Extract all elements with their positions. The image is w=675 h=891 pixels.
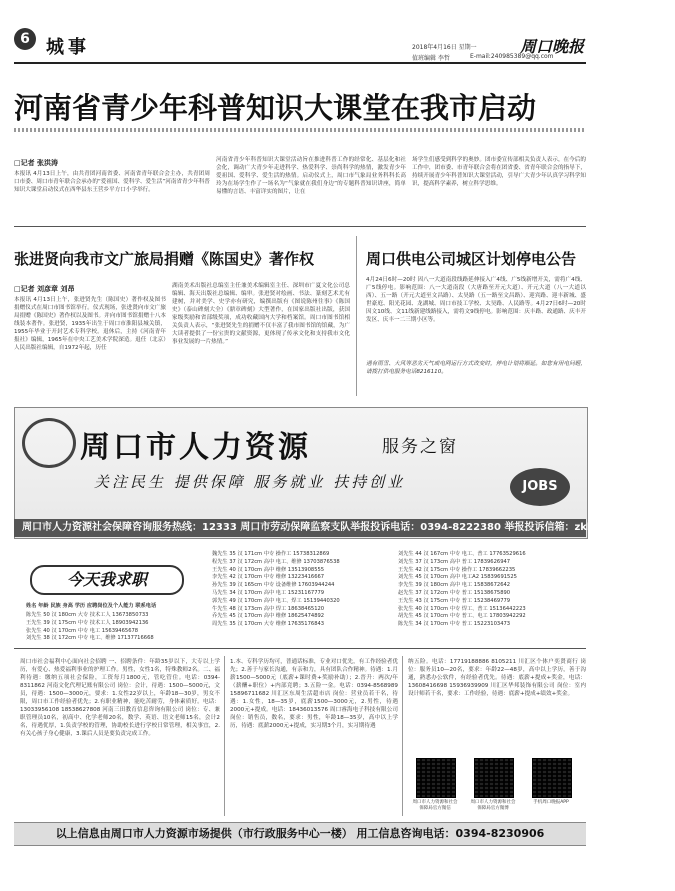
header-rule [14, 62, 586, 64]
table-row: 王先生 39 汉 175cm 中专 技术工人 18903942136 [26, 619, 149, 626]
editor-email: E-mail:240985389@qq.com [470, 53, 554, 60]
footer-banner: 以上信息由周口市人力资源市场提供（市行政服务中心一楼） 用工信息咨询电话：0394-8230906 [14, 822, 586, 846]
qr-label: 周口市人力资源和社会保障局官方微信 [412, 800, 458, 811]
job-table-right [398, 551, 586, 629]
table-row: 王先生 40 汉 170cm 高中 维修 13513908555 [212, 566, 325, 573]
qr-label: 手机周口晚报APP [533, 800, 569, 805]
ad-slogan: 关注民生 提供保障 服务就业 扶持创业 [94, 473, 406, 491]
jobs-col-3: 纳五险。电话：17719188886 8105211 川汇区个体户奕贤商行 岗位：服务员10—20名，要求：年龄22—48岁，高中以上学历，善于沟通，熟悉办公软件，有经验者优先。待遇：底薪+提成+奖金，电话：13608416698 15936939909 川汇区华邦装饰有限公司 岗位：室内设计师若干名，要求：工作经验，待遇：底薪+提成+绩效+奖金。 [408, 659, 586, 697]
table-row: 孙先生 39 汉 165cm 中专 设备维修 17603944244 [212, 582, 335, 589]
issue-date: 2018年4月16日 星期一 [412, 44, 477, 51]
today-job-title: 今天我求职 [30, 565, 184, 595]
ad-title: 周口市人力资源 [80, 430, 311, 465]
table-row: 李先生 42 汉 170cm 中专 维修 13223416667 [212, 574, 325, 581]
wechat-qr-icon [416, 758, 456, 798]
table-row: 马先生 34 汉 170cm 高中 电工 15231167779 [212, 589, 325, 596]
editor-name: 值班编辑 李哲 [412, 55, 450, 62]
jobs-col-1: 周口市社会福利中心面向社会招聘 一、招聘条件：年龄35岁以下，大专以上学历，有爱心、热爱福利事业的护理工作。男性，女性1名，特殊教师2名。二、福利待遇：缴纳五项社会保险，工资每月1800元，管吃管住。电话：0394-8311862 河南文化代理记账有限公司 岗位：会计，待遇：1500—5000元，文员，待遇：1500—3000元，要求：1.女性22岁以上，年龄18—30岁，男女不限，周口市工作经验者优先；2.有职业精神，能吃苦耐劳，身体素质好。电话：13033956108 18538627808 河南三田教育信息咨询有限公司 岗位：专、兼职管理员10名，初高中、化学老师20名，数学、英语、语文老师15名，会计2名，待遇优厚，1.负责学校的管理，协助校长进行学校日常管理，相关事宜，2.有关心孩子身心健康，3.课后人员是要负责完成工作。 [20, 659, 220, 737]
column-divider [356, 236, 357, 396]
table-row: 乔先生 45 汉 170cm 高中 维修 18625474892 [212, 613, 325, 620]
jobs-col-2: 1.本、专科学历均可，普通话标准，专业对口优先，有工作经验者优先；2.善于与家长沟通，有亲和力，具有团队合作精神。待遇：1.月薪1500—5000元（底薪+课时费+奖励补助）；2.晋升：两次/年（薪酬+职位）+内部竞聘；3.五险一金。电话：0394-8568989 15896711682 川汇区东周生活超市店 岗位：营业员若干名，待遇：1.女性，18—35岁，底薪1500—3000元，2.男性，待遇2000元+提成。电话：18436013576 周口睿海电子科技有限公司 岗位：销售员，数名，要求：男性，年龄18—35岁，高中以上学历，待遇：底薪2000元+提成，实习期3个月，实习期待遇 [230, 659, 398, 729]
table-row: 赵先生 37 汉 172cm 中专 普工 15138675890 [398, 589, 511, 596]
table-row: 牛先生 48 汉 173cm 高中 焊工 18638465120 [212, 605, 325, 612]
table-row: 张先生 40 汉 170cm 中专 焊工、普工 15136442223 [398, 605, 526, 612]
job-table-header: 姓名 年龄 民族 身高 学历 应聘岗位及个人能力 联系电话 [26, 603, 157, 609]
section-title: 城事 [46, 37, 90, 58]
newspaper-logo: 周口晚报 [519, 37, 584, 56]
story3-col-1: 4月24日6时—20时 因八一大道南段线路延伸接入广4线、广5线新增开关，需将广4线、广5线停电。影响范围：八一大道南段（大唐路至开元大道）、开元大道（八一大道以西）、五一路（开元大道至文昌路）、太昊路（五一路至文昌路）、迎宾路、迎丰新城、盛世豪庭、阳光花园、龙湖城、周口市技工学校、太昊路、人民路等。4月27日6时—20时 因文10线、文11线新建线路接入，需将文9线停电。影响范围：庆丰路、政通路、庆丰开发区、庆丰一二三期小区等。 [366, 277, 586, 323]
weibo-qr-icon [474, 758, 514, 798]
lead-col-3: 场学生们感受到科学的奥妙。团市委宣传部相关负责人表示，在今后的工作中，团市委、市青年联合会将在团省委、省青年联合会的指导下，持续开展青少年科普知识大课堂活动，引导广大青少年认真学习科学知识，提高科学素养，树立科学思维。 [412, 157, 586, 187]
table-row: 魏先生 35 汉 171cm 中专 操作工 15738312869 [212, 551, 330, 557]
page-number: 6 [14, 28, 36, 50]
story3-headline: 周口供电公司城区计划停电公告 [366, 250, 577, 268]
story2-byline: □记者 刘彦章 刘昂 [14, 285, 75, 293]
table-row: 郭先生 49 汉 170cm 高中 电工、焊工 15139440320 [212, 597, 340, 604]
table-row: 胡先生 45 汉 170cm 中专 普工、电工 17803942292 [398, 613, 526, 620]
lead-byline: □记者 张洪涛 [14, 159, 59, 167]
table-row: 王先生 42 汉 175cm 中专 操作工 17839662235 [398, 566, 516, 573]
ad-subtitle: 服务之窗 [382, 437, 458, 457]
section-divider [14, 226, 586, 227]
table-row: 刘先生 37 汉 173cm 高中 普工 17839626947 [398, 558, 511, 565]
column-divider [402, 656, 403, 816]
table-row: 周先生 35 汉 170cm 大专 维修 17635176843 [212, 621, 325, 628]
table-row: 王先生 43 汉 175cm 中专 普工 15238469779 [398, 597, 511, 604]
table-row: 陈先生 50 汉 180cm 大专 技术工人 13673850733 [26, 612, 149, 618]
job-table-left [26, 612, 206, 643]
app-qr-icon [532, 758, 572, 798]
section-divider [14, 648, 586, 649]
lead-col-1: 本报讯 4月13日上午，由共青团河南省委、河南省青年联合会主办，共青团周口市委、周口市青年联合会承办的“爱祖国、爱科学、爱生活”河南省青少年科普知识大课堂启动仪式在西华县东王营乡平方口小学举行。 [14, 171, 210, 193]
jobs-badge-icon: JOBS [510, 468, 570, 506]
story2-col-1: 本报讯 4月13日上午，张进贤先生（陈国史）著作权及图书捐赠仪式在周口市图书馆举行。仪式现场，张进贤向市文广旅局捐赠《陈国史》著作权以及图书。并向市图书馆捐赠十八本线装本著作。张进贤，1935年出生于周口市淮阳县城关镇，1955年毕业于开封艺术专科学校。退休后，主持《河南青年报社》编辑，1965年在中央工艺美术学院深造。退任（北京）人民出版社编辑，自1972年起，历任 [14, 297, 166, 351]
story2-headline: 张进贤向我市文广旅局捐赠《陈国史》著作权 [14, 250, 315, 268]
column-divider [224, 656, 225, 816]
lead-col-2: 河南省青少年科普知识大课堂活动旨在推进科普工作的经常化、基层化和社会化，调动广大青少年走进科学、热爱科学、崇尚科学的热情，激发青少年爱祖国、爱科学、爱生活的热情。启动仪式上，周口市气象局业务科科长高玲为在场学生作了一场名为“气象就在我们身边”的专题科普知识讲座，简单易懂的言语、丰富详实的图片，让在 [216, 157, 406, 195]
headline-band [14, 128, 586, 132]
hr-logo-icon [22, 418, 76, 468]
lead-headline: 河南省青少年科普知识大课堂在我市启动 [14, 91, 537, 125]
table-row: 陈先生 34 汉 170cm 中专 普工 15223103473 [398, 621, 511, 628]
story2-col-2: 湖南美术出版社总编室主任兼美术编辑室主任、深圳市广夏文化公司总编辑、海天出版社总编辑、编审。张进贤对绘画、书法、篆刻艺术尤有建树，并对美学、史学亦有研究，编撰出版有《图说陈州往事》《陈国史》（泰山碑刻大全）《鼎章碑刻》大型著作，在国家出版社出版，获国家级奖励和省部级奖项，成功收藏国内大学和档案馆。周口市图书馆相关负责人表示，“张进贤先生的捐赠不仅丰富了我市图书馆的馆藏，为广大读者提供了一份宝贵的文献资源，更体现了传承文化和支持我市文化事业发展的一片热情。” [172, 283, 350, 345]
story3-notice: 遇有雨雪、大风等恶劣天气或电网运行方式改变时，停电计划将顺延。如您有用电问题，请拨打供电服务电话8216110。 [366, 361, 586, 375]
table-row: 张先生 40 汉 170cm 中专 电工 15639465678 [26, 627, 139, 634]
table-row: 刘先生 44 汉 167cm 中专 电工、普工 17763529616 [398, 551, 526, 557]
job-table-middle [212, 551, 392, 629]
qr-label: 周口市人力资源和社会保障局官方微博 [470, 800, 516, 811]
table-row: 程先生 37 汉 172cm 高中 电工、维修 13703876538 [212, 558, 340, 565]
table-row: 刘先生 45 汉 170cm 高中 电工A2 15839691525 [398, 574, 517, 581]
ad-hotline: 周口市人力资源社会保障咨询服务热线：12333 周口市劳动保障监察支队举报投诉电话：0394-8222380 举报投诉信箱：zkldjcjb@163.com [14, 519, 586, 537]
table-row: 李先生 39 汉 180cm 高中 电工 15838672642 [398, 582, 511, 589]
table-row: 刘先生 38 汉 172cm 中专 电工、维修 17137716668 [26, 635, 154, 642]
